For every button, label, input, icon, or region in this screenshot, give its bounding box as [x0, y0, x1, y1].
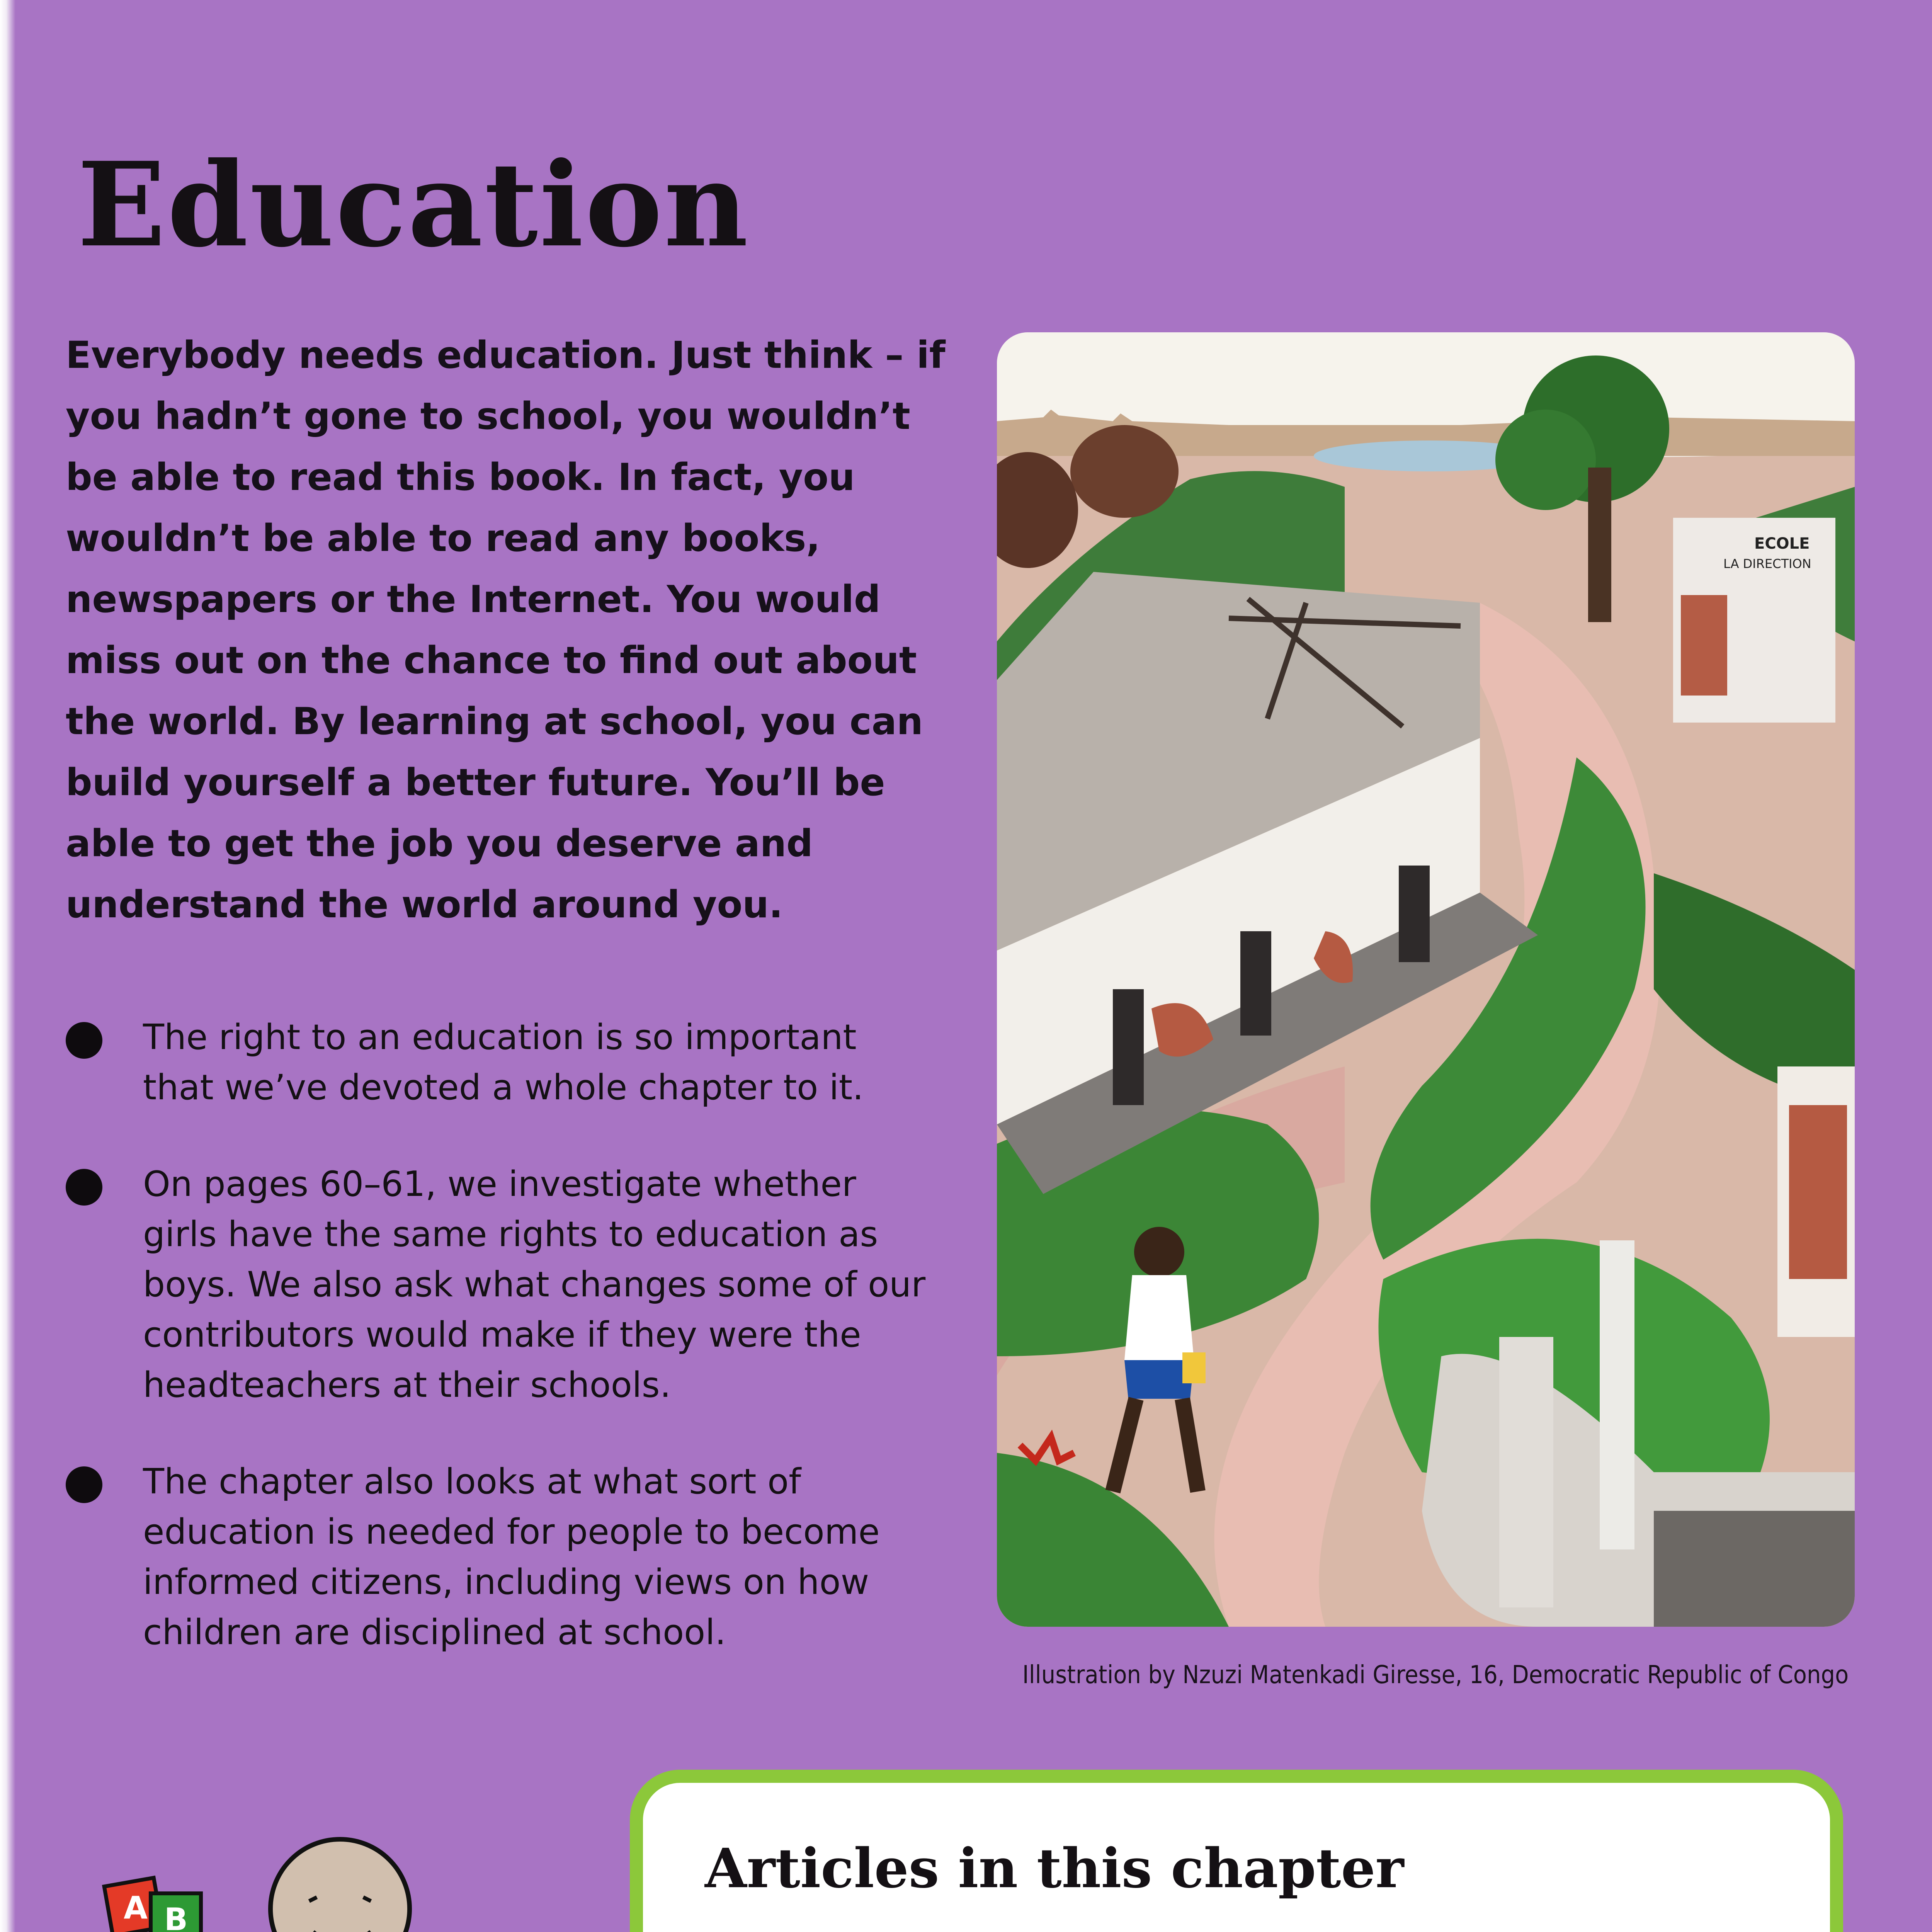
bullet-dot-icon [66, 1466, 102, 1503]
bullet-item [66, 1159, 935, 1410]
bullet-text: On pages 60–61, we investigate whether girls have the same rights to education as boys. We also ask what changes some of our contributors would make if they were the headteachers at their schools. [143, 1164, 926, 1405]
articles-panel [630, 1770, 1843, 1932]
bullet-item [66, 1012, 935, 1113]
school-sign-direction: LA DIRECTION [1723, 556, 1811, 571]
bullet-text: The right to an education is so important that we’ve devoted a whole chapter to it. [143, 1017, 864, 1108]
school-illustration [997, 332, 1855, 1627]
bullet-dot-icon [66, 1169, 102, 1206]
bullet-list [66, 1012, 935, 1704]
page-title: Education [77, 136, 750, 273]
page-edge [0, 0, 15, 1932]
articles-heading: Articles in this chapter [705, 1837, 1404, 1900]
child-figure-illustration [93, 1816, 587, 1932]
bullet-item [66, 1457, 935, 1658]
school-sign-ecole: ECOLE [1754, 535, 1810, 553]
illustration-caption: Illustration by Nzuzi Matenkadi Giresse, 16, Democratic Republic of Congo [1022, 1661, 1849, 1689]
bullet-dot-icon [66, 1022, 102, 1059]
intro-paragraph: Everybody needs education. Just think – if you hadn’t gone to school, you wouldn’t be able to read this book. In fact, you wouldn’t be able to read any books, newspapers or the Internet. You would miss out on the chance to find out about the world. By learning at school, you can build yourself a better future. You’ll be able to get the job you deserve and understand the world around you. [66, 333, 946, 926]
bullet-text: The chapter also looks at what sort of education is needed for people to become informed citizens, including views on how children are disciplined at school. [143, 1461, 880, 1653]
block-letter-a: A [124, 1890, 148, 1926]
block-letter-b: B [164, 1901, 188, 1932]
